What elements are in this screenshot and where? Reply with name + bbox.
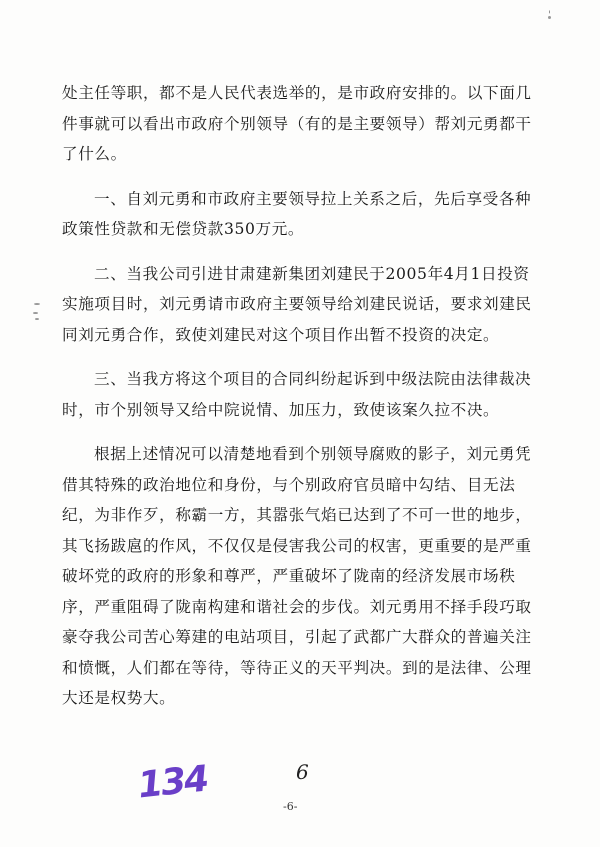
paragraph-item-2: 二、当我公司引进甘肃建新集团刘建民于2005年4月1日投资实施项目时，刘元勇请市政府主要领导给刘建民说话，要求刘建民同刘元勇合作，致使刘建民对这个项目作出暂不投资的决定。 [62,264,532,344]
page-footer: -6- [283,800,298,813]
paragraph-item-1: 一、自刘元勇和市政府主要领导拉上关系之后，先后享受各种政策性贷款和无偿贷款350万元。 [62,189,532,238]
body-text [62,78,538,728]
scan-dot [34,303,40,305]
printed-page-number: 6 [296,760,309,784]
paragraph-item-3: 三、当我方将这个项目的合同纠纷起诉到中级法院由法律裁决时，市个别领导又给中院说情、加压力，致使该案久拉不决。 [62,370,532,419]
paragraph-conclusion: 根据上述情况可以清楚地看到个别领导腐败的影子，刘元勇凭借其特殊的政治地位和身份，与个别政府官员暗中勾结、目无法纪，为非作歹，称霸一方，其嚣张气焰已达到了不可一世的地步，其飞扬跋扈的作风，不仅仅是侵害我公司的权害，更重要的是严重破坏党的政府的形象和尊严，严重破坏了陇南的经济发展市场秩序，严重阻碍了陇南构建和谐社会的步伐。刘元勇用不择手段巧取豪夺我公司苦心筹建的电站项目，引起了武都广大群众的普遍关注和愤慨，人们都在等待，等待正义的天平判决。到的是法律、公理大还是权势大。 [62,445,532,707]
paragraph-intro: 处主任等职，都不是人民代表选举的，是市政府安排的。以下面几件事就可以看出市政府个别领导（有的是主要领导）帮刘元勇都干了什么。 [62,84,532,163]
handwritten-number: 134 [136,758,210,807]
scan-dot [33,312,38,314]
scan-dot [35,318,39,320]
scan-dot [548,16,551,19]
